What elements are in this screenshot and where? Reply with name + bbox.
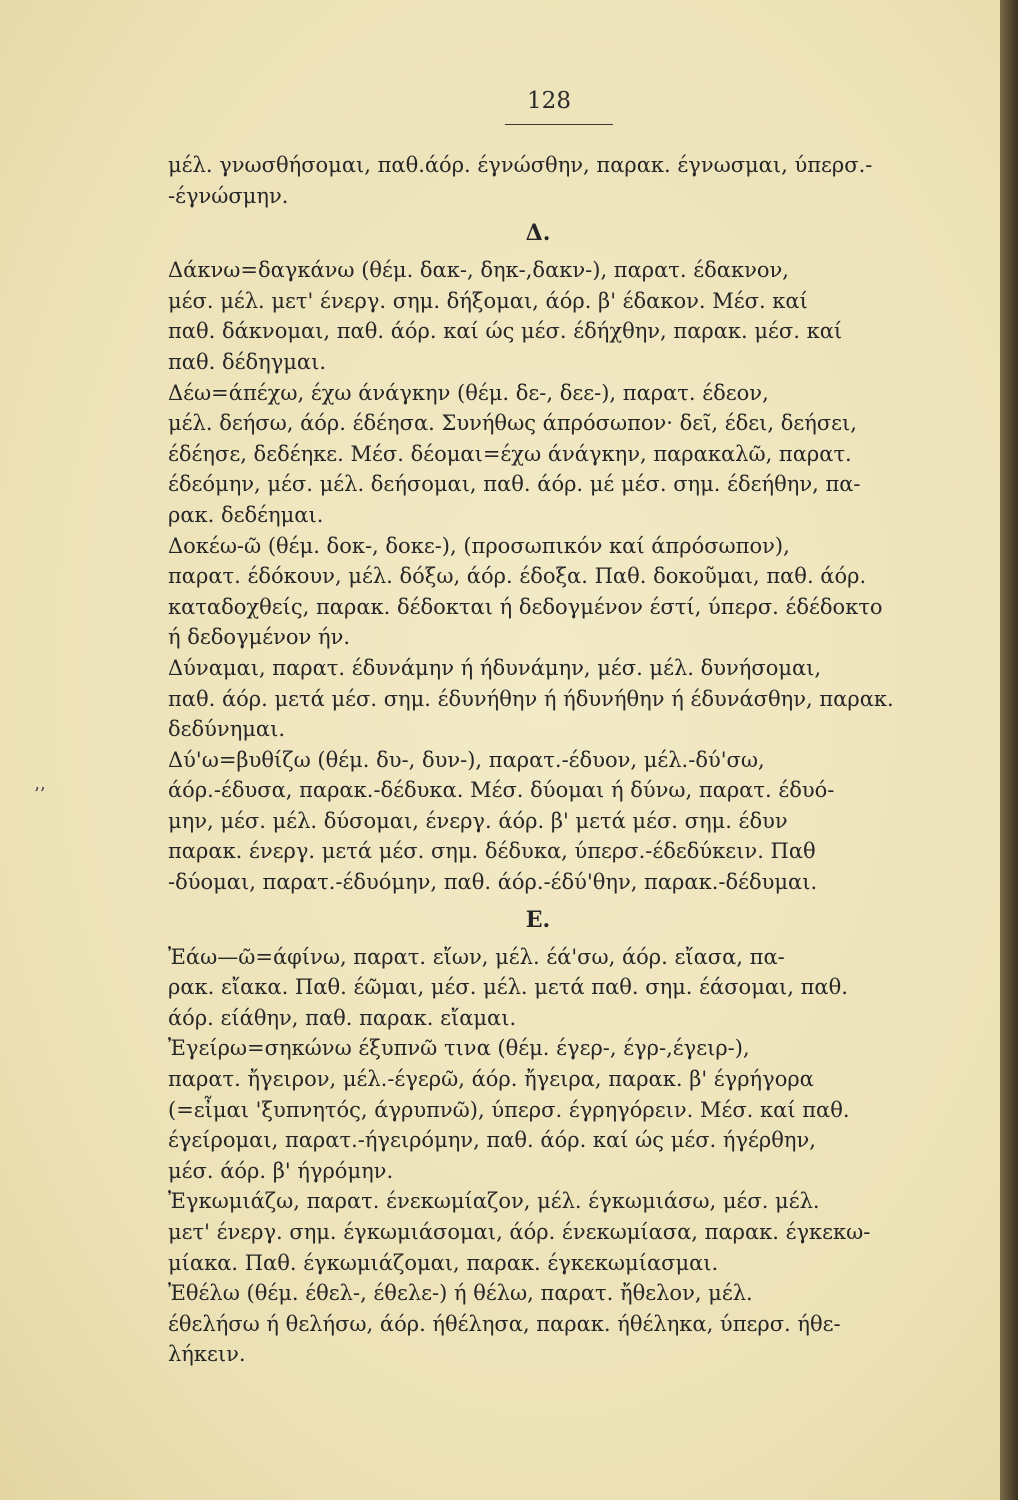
page-number-rule [505,124,613,125]
text-line: έθελήσω ή θελήσω, άόρ. ήθέλησα, παρακ. ήθέληκα, ύπερσ. ήθε- [168,1311,841,1336]
text-line: έδεόμην, μέσ. μέλ. δεήσομαι, παθ. άόρ. μέ μέσ. σημ. έδεήθην, πα- [168,472,861,497]
text-line: παθ. άόρ. μετά μέσ. σημ. έδυνήθην ή ήδυνήθην ή έδυνάσθην, παρακ. [168,686,894,711]
text-line: έγείρομαι, παρατ.-ήγειρόμην, παθ. άόρ. καί ώς μέσ. ήγέρθην, [168,1128,816,1153]
text-line: μέλ. δεήσω, άόρ. έδέησα. Συνήθως άπρόσωπον· δεῖ, έδει, δεήσει, [168,411,857,436]
text-line: μέσ. μέλ. μετ' ένεργ. σημ. δήξομαι, άόρ. β' έδακον. Μέσ. καί [168,288,808,313]
entry-dyo: Δύ'ω=βυθίζω (θέμ. δυ-, δυν-), παρατ.-έδυον, μέλ.-δύ'σω, [168,747,765,772]
text-line: λήκειν. [168,1342,246,1367]
text-line: παρατ. έδόκουν, μέλ. δόξω, άόρ. έδοξα. Παθ. δοκοῦμαι, παθ. άόρ. [168,564,867,589]
section-heading-epsilon: Ε. [525,906,551,933]
text-line: μίακα. Παθ. έγκωμιάζομαι, παρακ. έγκεκωμίασμαι. [168,1250,719,1275]
text-line: καταδοχθείς, παρακ. δέδοκται ή δεδογμένον έστί, ύπερσ. έδέδοκτο [168,594,883,619]
text-line: έδέησε, δεδέηκε. Μέσ. δέομαι=έχω άνάγκην, παρακαλῶ, παρατ. [168,441,852,466]
text-line: παρατ. ἤγειρον, μέλ.-έγερῶ, άόρ. ἤγειρα, παρακ. β' έγρήγορα [168,1067,814,1092]
entry-deo: Δέω=άπέχω, έχω άνάγκην (θέμ. δε-, δεε-), παρατ. έδεον, [168,380,769,405]
text-line: μέλ. γνωσθήσομαι, παθ.άόρ. έγνώσθην, παρακ. έγνωσμαι, ύπερσ.- [168,153,873,177]
entry-dakno: Δάκνω=δαγκάνω (θέμ. δακ-, δηκ-,δακν-), παρατ. έδακνον, [168,258,789,283]
page-number: 128 [527,88,571,114]
text-line: παθ. δέδηγμαι. [168,349,327,374]
text-line: -δύομαι, παρατ.-έδυόμην, παθ. άόρ.-έδύ'θην, παρακ.-δέδυμαι. [168,870,818,895]
entry-ethelo: Ἐθέλω (θέμ. έθελ-, έθελε-) ή θέλω, παρατ. ἤθελον, μέλ. [168,1281,753,1306]
section-heading-delta: Δ. [525,220,551,247]
text-line: άόρ. είάθην, παθ. παρακ. εἴαμαι. [168,1005,517,1030]
text-line: δεδύνημαι. [168,717,286,742]
text-line: μέσ. άόρ. β' ήγρόμην. [168,1158,394,1183]
text-line: ή δεδογμένον ήν. [168,625,351,650]
text-line: μην, μέσ. μέλ. δύσομαι, ένεργ. άόρ. β' μετά μέσ. σημ. έδυν [168,808,788,833]
entry-eao: Ἐάω—ῶ=άφίνω, παρατ. εἴων, μέλ. έά'σω, άόρ. εἴασα, πα- [168,944,785,969]
text-line: παθ. δάκνομαι, παθ. άόρ. καί ώς μέσ. έδήχθην, παρακ. μέσ. καί [168,319,843,344]
text-line: παρακ. ένεργ. μετά μέσ. σημ. δέδυκα, ύπερσ.-έδεδύκειν. Παθ [168,839,816,864]
dictionary-text [168,150,928,1370]
text-line: ρακ. εἴακα. Παθ. έῶμαι, μέσ. μέλ. μετά παθ. σημ. έάσομαι, παθ. [168,975,848,1000]
text-line: μετ' ένεργ. σημ. έγκωμιάσομαι, άόρ. ένεκωμίασα, παρακ. έγκεκω- [168,1220,871,1244]
book-spine-edge [1000,0,1018,1500]
entry-dokeo: Δοκέω-ῶ (θέμ. δοκ-, δοκε-), (προσωπικόν καί άπρόσωπον), [168,533,790,558]
entry-enkomiazo: Ἐγκωμιάζω, παρατ. ένεκωμίαζον, μέλ. έγκωμιάσω, μέσ. μέλ. [168,1189,820,1214]
text-line: (=εἶμαι 'ξυπνητός, άγρυπνῶ), ύπερσ. έγρηγόρειν. Μέσ. καί παθ. [168,1097,850,1122]
text-line: ρακ. δεδέημαι. [168,502,324,527]
text-line: άόρ.-έδυσα, παρακ.-δέδυκα. Μέσ. δύομαι ή δύνω, παρατ. έδυό- [168,778,835,803]
margin-mark: ’’ [34,784,46,805]
text-line: -έγνώσμην. [168,183,289,208]
entry-dynamai: Δύναμαι, παρατ. έδυνάμην ή ήδυνάμην, μέσ. μέλ. δυνήσομαι, [168,655,822,680]
entry-egeiro: Ἐγείρω=σηκώνω έξυπνῶ τινα (θέμ. έγερ-, έγρ-,έγειρ-), [168,1036,750,1061]
